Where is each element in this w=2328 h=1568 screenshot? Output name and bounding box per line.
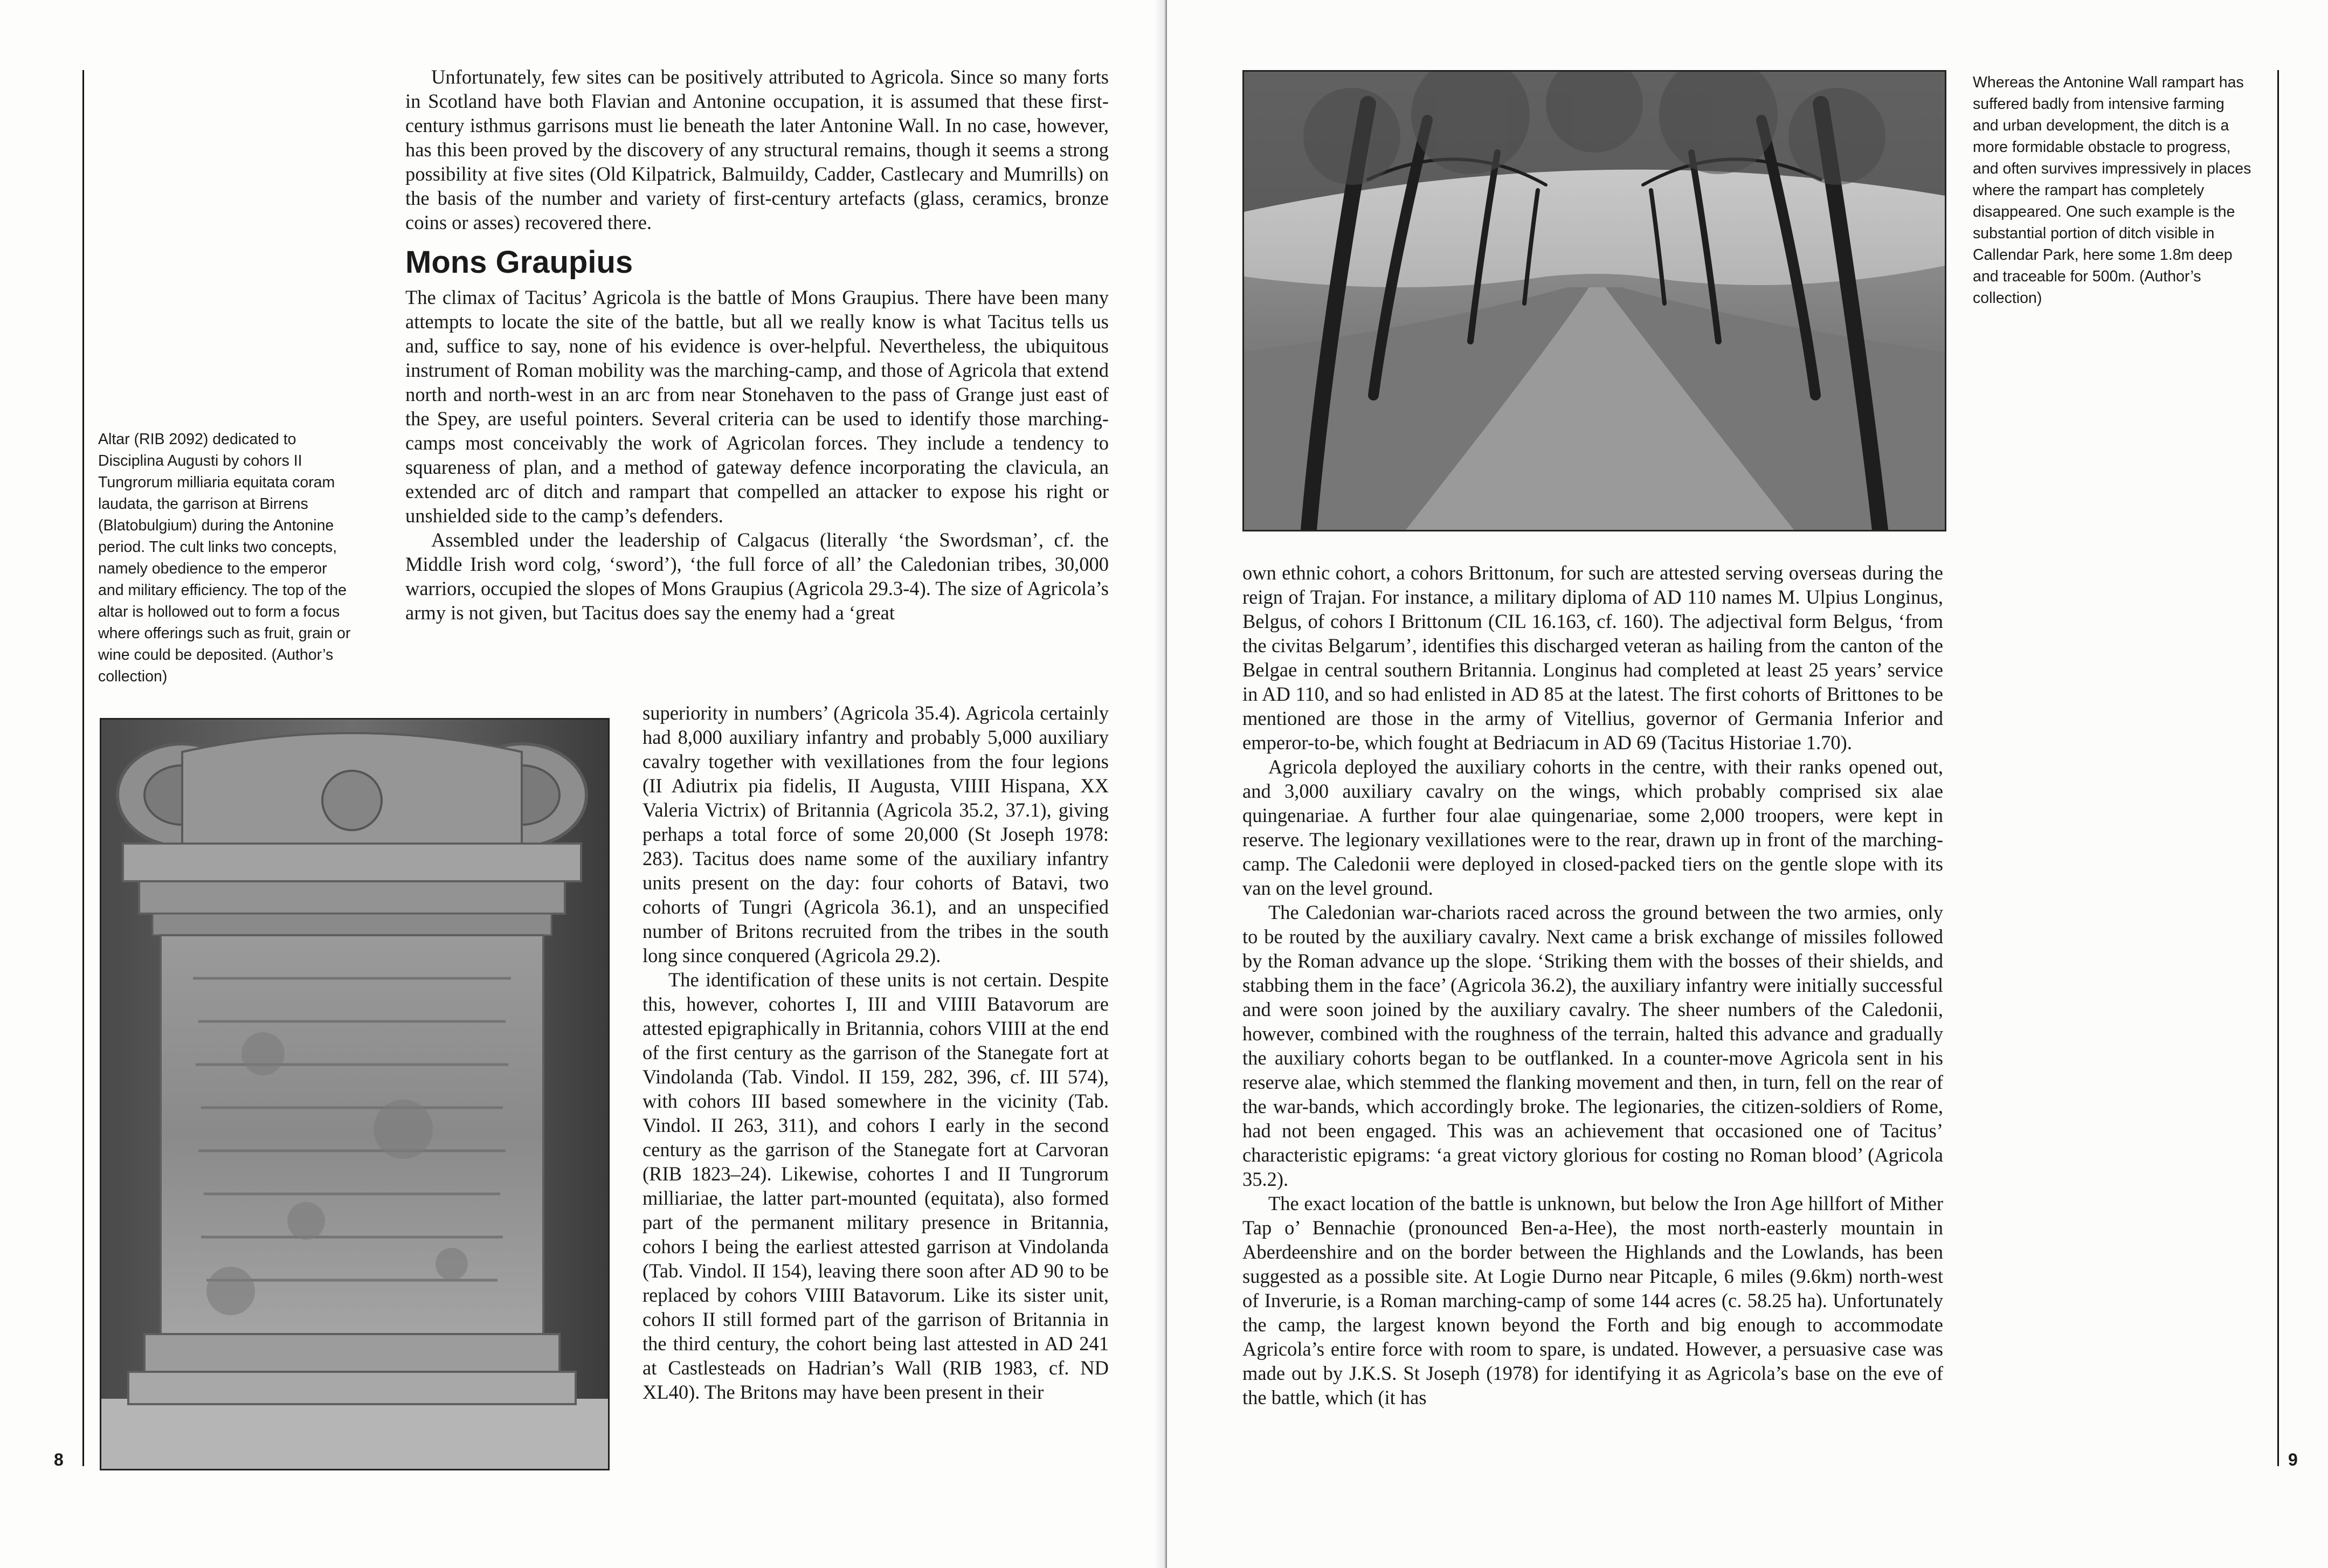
paragraph-deployment: Agricola deployed the auxiliary cohorts in the centre, with their ranks opened out, and 3,000 auxiliary cavalry on the wings, which probably comprised six alae quingenariae. A further four alae quingenariae, some 2,000 troopers, were kept in reserve. The legionary vexillationes were to the rear, drawn up in front of the marching-camp. The Caledonii were deployed in closed-packed tiers on the gentle slope with its van on the level ground. [1242, 756, 1943, 899]
ditch-caption-text: Whereas the Antonine Wall rampart has suffered badly from intensive farming and urban development, the ditch is a more formidable obstacle to progress, and often survives impressively in places where the rampart has completely disappeared. One such example is the substantial portion of ditch visible in Callendar Park, here some 1.8m deep and traceable for 500m. (Author’s collection) [1973, 74, 2251, 307]
paragraph-intro: Unfortunately, few sites can be positively attributed to Agricola. Since so many forts in Scotland have both Flavian and Antonine occupation, it is assumed that these first-century isthmus garrisons must lie beneath the later Antonine Wall. In no case, however, has this been proved by the discovery of any structural remains, though it seems a strong possibility at five sites (Old Kilpatrick, Balmuildy, Cadder, Castlecary and Mumrills) on the basis of the number and variety of first-century artefacts (glass, ceramics, bronze coins or asses) recovered there. [405, 66, 1109, 233]
right-page [1167, 0, 2328, 1568]
page-number-left: 8 [54, 1450, 64, 1469]
ditch-illustration [1244, 72, 1945, 530]
paragraph-location: The exact location of the battle is unknown, but below the Iron Age hillfort of Mither Tap o’ Bennachie (pronounced Ben-a-Hee), the most north-easterly mountain in Aberdeenshire and on the border between the Highlands and the Lowlands, has been suggested as a possible site. At Logie Durno near Pitcaple, 6 miles (9.6km) north-west of Inverurie, is a Roman marching-camp of some 144 acres (c. 58.25 ha). Unfortunately the camp, the largest known beyond the Forth and big enough to accommodate Agricola’s entire force with room to spare, is undated. However, a persuasive case was made out by J.K.S. St Joseph (1978) for identifying it as Agricola’s base on the eve of the battle, which (it has [1242, 1192, 1943, 1408]
text-column-lower [643, 701, 1109, 1404]
altar-caption-text: Altar (RIB 2092) dedicated to Disciplina Augusti by cohors II Tungrorum milliaria equitata coram laudata, the garrison at Birrens (Blatobulgium) during the Antonine period. The cult links two concepts, namely obedience to the emperor and military efficiency. The top of the altar is hollowed out to form a focus where offerings such as fruit, grain or wine could be deposited. (Author’s collection) [98, 431, 351, 685]
text-column-right [1242, 561, 1943, 1410]
text-column-upper [405, 65, 1109, 625]
ditch-caption [1973, 72, 2253, 309]
right-margin-rule [2277, 70, 2279, 1466]
left-margin-rule [82, 70, 84, 1466]
paragraph-calgacus: Assembled under the leadership of Calgacus (literally ‘the Swordsman’, cf. the Middle Irish word colg, ‘sword’), ‘the full force of all’ the Caledonian tribes, 30,000 warriors, occupied the slopes of Mons Graupius (Agricola 29.3-4). The size of Agricola’s army is not given, but Tacitus does say the enemy had a ‘great [405, 529, 1109, 624]
section-heading: Mons Graupius [405, 245, 633, 280]
ditch-photo [1242, 70, 1946, 531]
paragraph-mons-graupius: The climax of Tacitus’ Agricola is the battle of Mons Graupius. There have been many attempts to locate the site of the battle, but all we really know is what Tacitus tells us and, suffice to say, none of his evidence is over-helpful. Nevertheless, the ubiquitous instrument of Roman mobility was the marching-camp, and those of Agricola that extend north and north-west in an arc from near Stonehaven to the pass of Grange just east of the Spey, are useful pointers. Several criteria can be used to identify those marching-camps most conceivably the work of Agricolan forces. They include a tendency to squareness of plan, and a method of gateway defence incorporating the clavicula, an extended arc of ditch and rampart that compelled an attacker to expose his right or unshielded side to the camp’s defenders. [405, 286, 1109, 527]
altar-photo [100, 718, 610, 1470]
altar-caption [98, 429, 351, 687]
paragraph-identification: The identification of these units is not certain. Despite this, however, cohortes I, III and VIIII Batavorum are attested epigraphically in Britannia, cohors VIIII at the end of the first century as the garrison of the Stanegate fort at Vindolanda (Tab. Vindol. II 159, 282, 396, cf. III 574), with cohors III based somewhere in the vicinity (Tab. Vindol. II 263, 311), and cohors I early in the second century as the garrison of the Stanegate fort at Carvoran (RIB 1823–24). Likewise, cohortes I and II Tungrorum milliariae, the latter part-mounted (equitata), also formed part of the permanent military presence in Britannia, cohors I being the earliest attested garrison at Vindolanda (Tab. Vindol. II 154), leaving there soon after AD 90 to be replaced by cohors VIIII Batavorum. Like its sister unit, cohors II still formed part of the garrison of Britannia in the third century, the cohort being last attested in AD 241 at Castlesteads on Hadrian’s Wall (RIB 1983, cf. ND XL40). The Britons may have been present in their [643, 969, 1109, 1403]
page-number-right: 9 [2288, 1450, 2298, 1469]
paragraph-calgacus-continued: superiority in numbers’ (Agricola 35.4). Agricola certainly had 8,000 auxiliary infantry and probably 5,000 auxiliary cavalry together with vexillationes from the four legions (II Adiutrix pia fidelis, II Augusta, VIIII Hispana, XX Valeria Victrix) of Britannia (Agricola 35.2, 37.1), giving perhaps a total force of some 20,000 (St Joseph 1978: 283). Tacitus does name some of the auxiliary infantry units present on the day: four cohorts of Batavi, two cohorts of Tungri (Agricola 36.1), and an unspecified number of Britons recruited from the tribes in the south long since conquered (Agricola 29.2). [643, 702, 1109, 966]
paragraph-brittones: own ethnic cohort, a cohors Brittonum, for such are attested serving overseas during the reign of Trajan. For instance, a military diploma of AD 110 names M. Ulpius Longinus, Belgus, of cohors I Brittonum (CIL 16.163, cf. 160). The adjectival form Belgus, ‘from the civitas Belgarum’, identifies this discharged veteran as hailing from the canton of the Belgae in central southern Britannia. Longinus had completed at least 25 years’ service in AD 110, and so had enlisted in AD 85 at the latest. The first cohorts of Brittones to be mentioned are those in the army of Vitellius, governor of Germania Inferior and emperor-to-be, which fought at Bedriacum in AD 69 (Tacitus Historiae 1.70). [1242, 562, 1943, 754]
altar-illustration [101, 720, 608, 1469]
paragraph-battle: The Caledonian war-chariots raced across the ground between the two armies, only to be routed by the auxiliary cavalry. Next came a brisk exchange of missiles followed by the Roman advance up the slope. ‘Striking them with the bosses of their shields, and stabbing them in the face’ (Agricola 36.2), the auxiliary infantry were initially successful and were soon joined by the auxiliary cavalry. The sheer numbers of the Caledonii, however, combined with the roughness of the terrain, halted this advance and gradually the auxiliary cohorts began to be outflanked. In a counter-move Agricola sent in his reserve alae, which stemmed the flanking movement and then, in turn, fell on the rear of the war-bands, which accordingly broke. The legionaries, the citizen-soldiers of Rome, had not been engaged. This was an achievement that occasioned one of Tacitus’ characteristic epigrams: ‘a great victory glorious for costing no Roman blood’ (Agricola 35.2). [1242, 901, 1943, 1190]
